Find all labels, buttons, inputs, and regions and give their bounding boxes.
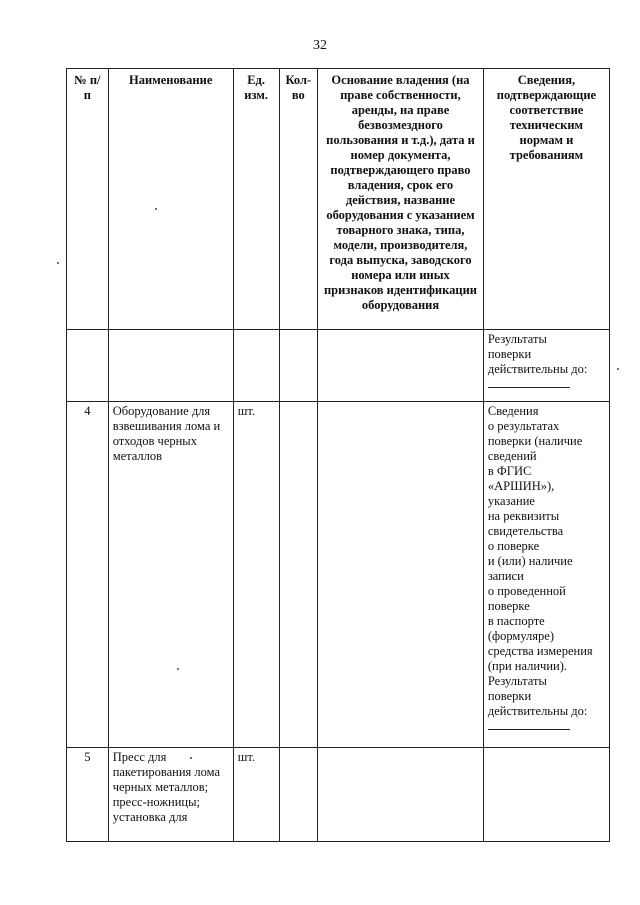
header-unit: Ед. изм. [233, 69, 279, 330]
row-ownership [318, 402, 484, 748]
compliance-line: о поверке [487, 539, 540, 553]
compliance-line: о проведенной [487, 584, 566, 598]
table-row [67, 402, 610, 748]
row-ownership [318, 748, 484, 842]
row-no: 4 [67, 402, 109, 748]
row-unit: шт. [233, 402, 279, 748]
row-compliance [483, 402, 609, 748]
scan-speck [155, 208, 157, 210]
scan-speck [57, 262, 59, 264]
compliance-line: средства измерения [487, 644, 593, 658]
row-qty [279, 330, 318, 402]
header-no: № п/п [67, 69, 109, 330]
row-compliance [483, 330, 609, 402]
compliance-line: указание [487, 494, 535, 508]
row-compliance [483, 748, 609, 842]
compliance-line: поверки [487, 689, 532, 703]
table-header-row [67, 69, 610, 330]
row-name: Оборудование для взвешивания лома и отходов черных металлов [108, 402, 233, 748]
table-row [67, 330, 610, 402]
row-no [67, 330, 109, 402]
compliance-line: «АРШИН»), [487, 479, 555, 493]
compliance-line: свидетельства [487, 524, 564, 538]
compliance-line: на реквизиты [487, 509, 560, 523]
row-unit: шт. [233, 748, 279, 842]
row-ownership [318, 330, 484, 402]
blank-date-line [488, 379, 570, 388]
row-name: Пресс для пакетирования лома черных металлов; пресс-ножницы; установка для [108, 748, 233, 842]
compliance-line: в паспорте [487, 614, 545, 628]
table-row [67, 748, 610, 842]
scan-speck [177, 668, 179, 670]
compliance-line: поверки (наличие [487, 434, 583, 448]
row-name [108, 330, 233, 402]
row-no: 5 [67, 748, 109, 842]
compliance-line: поверки [487, 347, 532, 361]
compliance-line: и (или) наличие [487, 554, 573, 568]
compliance-line: (при наличии). [487, 659, 568, 673]
compliance-line: о результатах [487, 419, 560, 433]
row-qty [279, 748, 318, 842]
equipment-table [66, 68, 610, 842]
scan-speck [617, 368, 619, 370]
header-compliance: Сведения, подтверждающие соответствие техническим нормам и требованиям [483, 69, 609, 330]
compliance-line: действительны до: [487, 362, 588, 376]
header-qty: Кол-во [279, 69, 318, 330]
compliance-line: поверке [487, 599, 530, 613]
blank-date-line [488, 721, 570, 730]
compliance-line: записи [487, 569, 524, 583]
page-number: 32 [313, 38, 327, 53]
compliance-line: действительны до: [487, 704, 588, 718]
compliance-line: в ФГИС [487, 464, 532, 478]
header-name: Наименование [108, 69, 233, 330]
row-qty [279, 402, 318, 748]
compliance-line: Результаты [487, 332, 547, 346]
header-ownership: Основание владения (на праве собственности, аренды, на праве безвозмездного пользования и т.д.), дата и номер документа, подтверждающего право владения, срок его действия, название оборудования с указанием товарного знака, типа, модели, производителя, года выпуска, заводского номера или иных признаков идентификации оборудования [318, 69, 484, 330]
compliance-line: сведений [487, 449, 537, 463]
scan-speck [190, 757, 192, 759]
row-unit [233, 330, 279, 402]
compliance-line: Результаты [487, 674, 547, 688]
compliance-line: Сведения [487, 404, 539, 418]
compliance-line: (формуляре) [487, 629, 554, 643]
